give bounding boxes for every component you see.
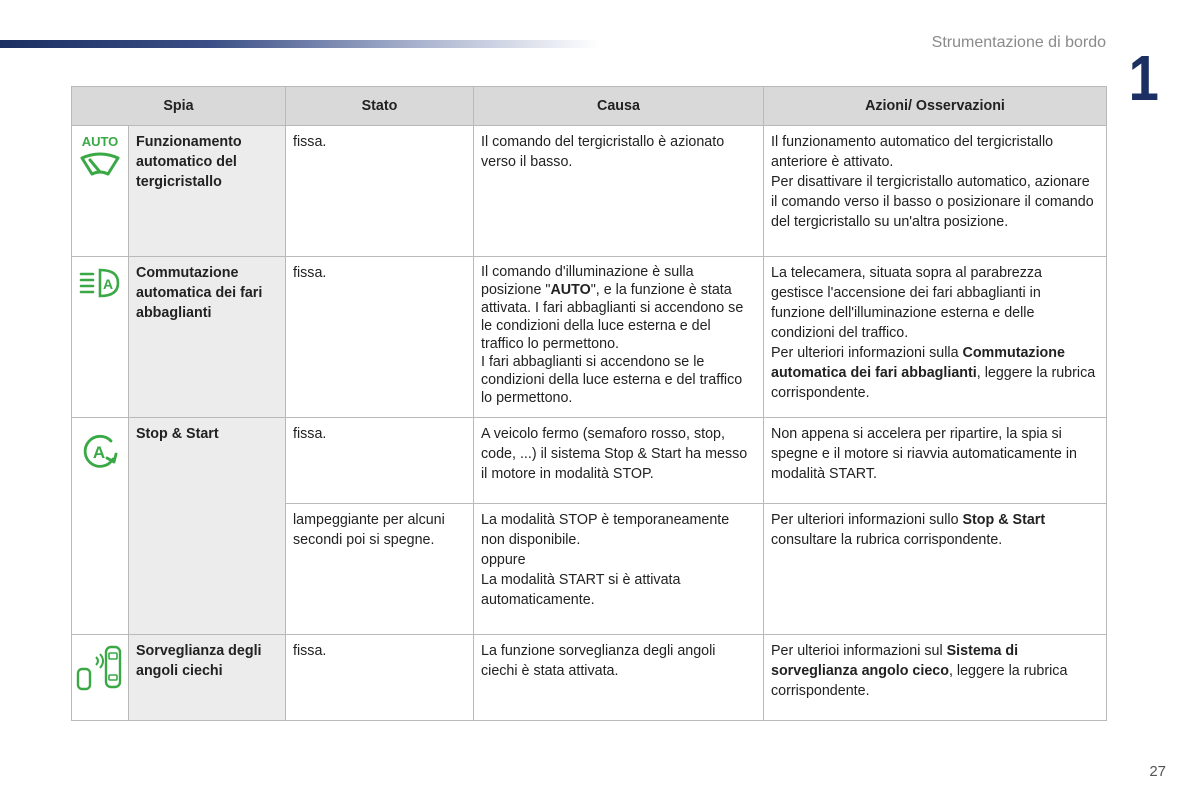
row-cause: A veicolo fermo (semaforo rosso, stop, code, ...) il sistema Stop & Start ha messo il motore in modalità STOP. xyxy=(474,418,764,504)
table-row xyxy=(72,126,1107,257)
icon-cell xyxy=(72,635,129,721)
table-header-row xyxy=(72,87,1107,126)
row-name: Sorveglianza degli angoli ciechi xyxy=(129,635,286,721)
auto-wiper-icon xyxy=(78,134,122,182)
auto-wiper-icon-text: AUTO xyxy=(81,134,119,149)
row-cause-line: oppure xyxy=(481,552,526,568)
row-action xyxy=(764,635,1107,721)
header-gradient-bar xyxy=(0,40,600,48)
table-row xyxy=(72,635,1107,721)
stop-start-icon xyxy=(80,432,120,472)
chapter-number: 1 xyxy=(1129,42,1160,114)
icon-cell xyxy=(72,418,129,635)
row-state: fissa. xyxy=(286,635,474,721)
auto-high-beam-icon xyxy=(78,265,122,299)
row-name: Commutazione automatica dei fari abbaglianti xyxy=(129,257,286,418)
row-action-line: Il funzionamento automatico del tergicristallo anteriore è attivato. xyxy=(771,134,1054,170)
header-azioni: Azioni/ Osservazioni xyxy=(764,87,1107,126)
row-cause-pre: Il comando d'illuminazione è sulla posizione " xyxy=(481,264,694,298)
row-action-post: consultare la rubrica corrispondente. xyxy=(771,532,1003,548)
row-action-post: , leggere la rubrica corrispondente. xyxy=(771,663,1068,699)
row-cause: Il comando del tergicristallo è azionato verso il basso. xyxy=(474,126,764,257)
row-cause-line: La modalità START si è attivata automaticamente. xyxy=(481,572,681,608)
row-action-bold: Stop & Start xyxy=(962,512,1046,528)
row-name: Stop & Start xyxy=(129,418,286,635)
row-cause-post: ", e la funzione è stata attivata. I fari abbaglianti si accendono se le condizioni della luce esterna e del traffico lo permettono. xyxy=(481,282,744,352)
row-cause: La funzione sorveglianza degli angoli ciechi è stata attivata. xyxy=(474,635,764,721)
row-action: Non appena si accelera per ripartire, la spia si spegne e il motore si riavvia automaticamente in modalità START. xyxy=(764,418,1107,504)
row-action-line xyxy=(771,343,1098,403)
svg-text:A: A xyxy=(102,276,114,292)
svg-text:A: A xyxy=(92,443,106,462)
row-action-bold: Sistema di sorveglianza angolo cieco xyxy=(771,643,1019,679)
row-action-pre: Per ulterioi informazioni sul xyxy=(771,643,947,659)
row-state: fissa. xyxy=(286,418,474,504)
row-cause-line: La modalità STOP è temporaneamente non disponibile. xyxy=(481,512,730,548)
header-stato: Stato xyxy=(286,87,474,126)
row-name: Funzionamento automatico del tergicristallo xyxy=(129,126,286,257)
warning-lights-table xyxy=(71,86,1107,721)
table-row xyxy=(72,418,1107,504)
row-state: lampeggiante per alcuni secondi poi si spegne. xyxy=(286,504,474,635)
row-action-bold: Commutazione automatica dei fari abbaglianti xyxy=(771,345,1065,381)
icon-cell xyxy=(72,257,129,418)
row-action-line: La telecamera, situata sopra al parabrezza gestisce l'accensione dei fari abbaglianti in funzione dell'illuminazione esterna e delle condizioni del traffico. xyxy=(771,265,1042,341)
row-action xyxy=(764,504,1107,635)
page-number: 27 xyxy=(1149,763,1166,780)
blind-spot-icon xyxy=(76,643,124,693)
section-title: Strumentazione di bordo xyxy=(931,34,1106,51)
icon-cell xyxy=(72,126,129,257)
header-causa: Causa xyxy=(474,87,764,126)
row-state: fissa. xyxy=(286,126,474,257)
row-action-line: Per disattivare il tergicristallo automatico, azionare il comando verso il basso o posizionare il comando del tergicristallo su un'altra posizione. xyxy=(771,174,1094,230)
row-action-pre: Per ulteriori informazioni sulla xyxy=(771,345,963,361)
row-action-post: , leggere la rubrica corrispondente. xyxy=(771,365,1096,401)
row-action-pre: Per ulteriori informazioni sullo xyxy=(771,512,963,528)
table-row xyxy=(72,257,1107,418)
row-action xyxy=(764,126,1107,257)
row-cause-line: I fari abbaglianti si accendono se le condizioni della luce esterna e del traffico lo permettono. xyxy=(481,354,743,406)
row-cause xyxy=(474,257,764,418)
row-action xyxy=(764,257,1107,418)
row-state: fissa. xyxy=(286,257,474,418)
row-cause xyxy=(474,504,764,635)
row-cause-bold: AUTO xyxy=(550,282,591,298)
header-spia: Spia xyxy=(72,87,286,126)
